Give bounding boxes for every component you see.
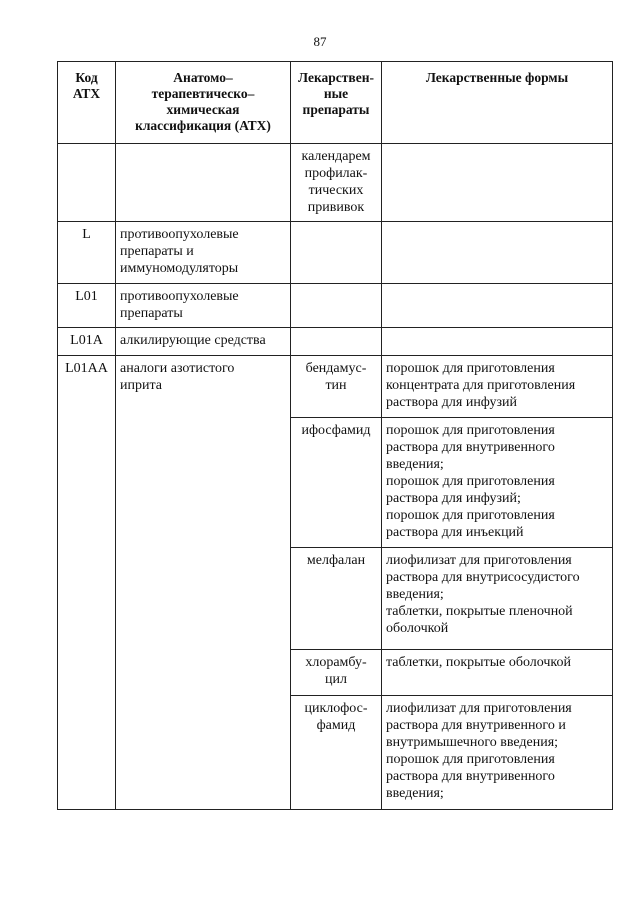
page-number: 87 (313, 34, 327, 49)
cell-drug: хлорамбу- цил (291, 650, 382, 696)
cell-drug: бендамус- тин (291, 356, 382, 418)
cell-forms (382, 144, 613, 222)
cell-forms: порошок для приготовления раствора для внутривенного введения; порошок для приготовления раствора для инфузий; порошок для приготовления раствора для инъекций (382, 418, 613, 548)
table-row (58, 222, 613, 284)
cell-drug: мелфалан (291, 548, 382, 650)
header-classification: Анатомо– терапевтическо– химическая классификация (АТХ) (116, 62, 291, 144)
cell-forms: порошок для приготовления концентрата для приготовления раствора для инфузий (382, 356, 613, 418)
cell-forms: таблетки, покрытые оболочкой (382, 650, 613, 696)
cell-drug (291, 222, 382, 284)
cell-code: L (58, 222, 116, 284)
cell-drug (291, 328, 382, 356)
header-forms: Лекарственные формы (382, 62, 613, 144)
cell-drug (291, 284, 382, 328)
cell-forms (382, 328, 613, 356)
cell-classification: алкилирующие средства (116, 328, 291, 356)
cell-forms (382, 222, 613, 284)
cell-classification: противоопухолевые препараты и иммуномодуляторы (116, 222, 291, 284)
cell-code (58, 144, 116, 222)
header-code: Код АТХ (58, 62, 116, 144)
header-drugs: Лекарствен- ные препараты (291, 62, 382, 144)
cell-forms: лиофилизат для приготовления раствора для внутривенного и внутримышечного введения; порошок для приготовления раствора для внутривенного введения; (382, 696, 613, 810)
table-row (58, 144, 613, 222)
cell-drug: ифосфамид (291, 418, 382, 548)
cell-drug: календарем профилак- тических прививок (291, 144, 382, 222)
cell-code: L01AA (58, 356, 116, 810)
cell-code: L01 (58, 284, 116, 328)
table-row (58, 356, 613, 418)
cell-classification: противоопухолевые препараты (116, 284, 291, 328)
cell-classification (116, 144, 291, 222)
table-row (58, 284, 613, 328)
cell-classification: аналоги азотистого иприта (116, 356, 291, 810)
atx-table (57, 61, 613, 810)
table-row (58, 328, 613, 356)
cell-forms: лиофилизат для приготовления раствора для внутрисосудистого введения; таблетки, покрытые пленочной оболочкой (382, 548, 613, 650)
cell-forms (382, 284, 613, 328)
table-header-row (58, 62, 613, 144)
cell-code: L01A (58, 328, 116, 356)
cell-drug: циклофос- фамид (291, 696, 382, 810)
